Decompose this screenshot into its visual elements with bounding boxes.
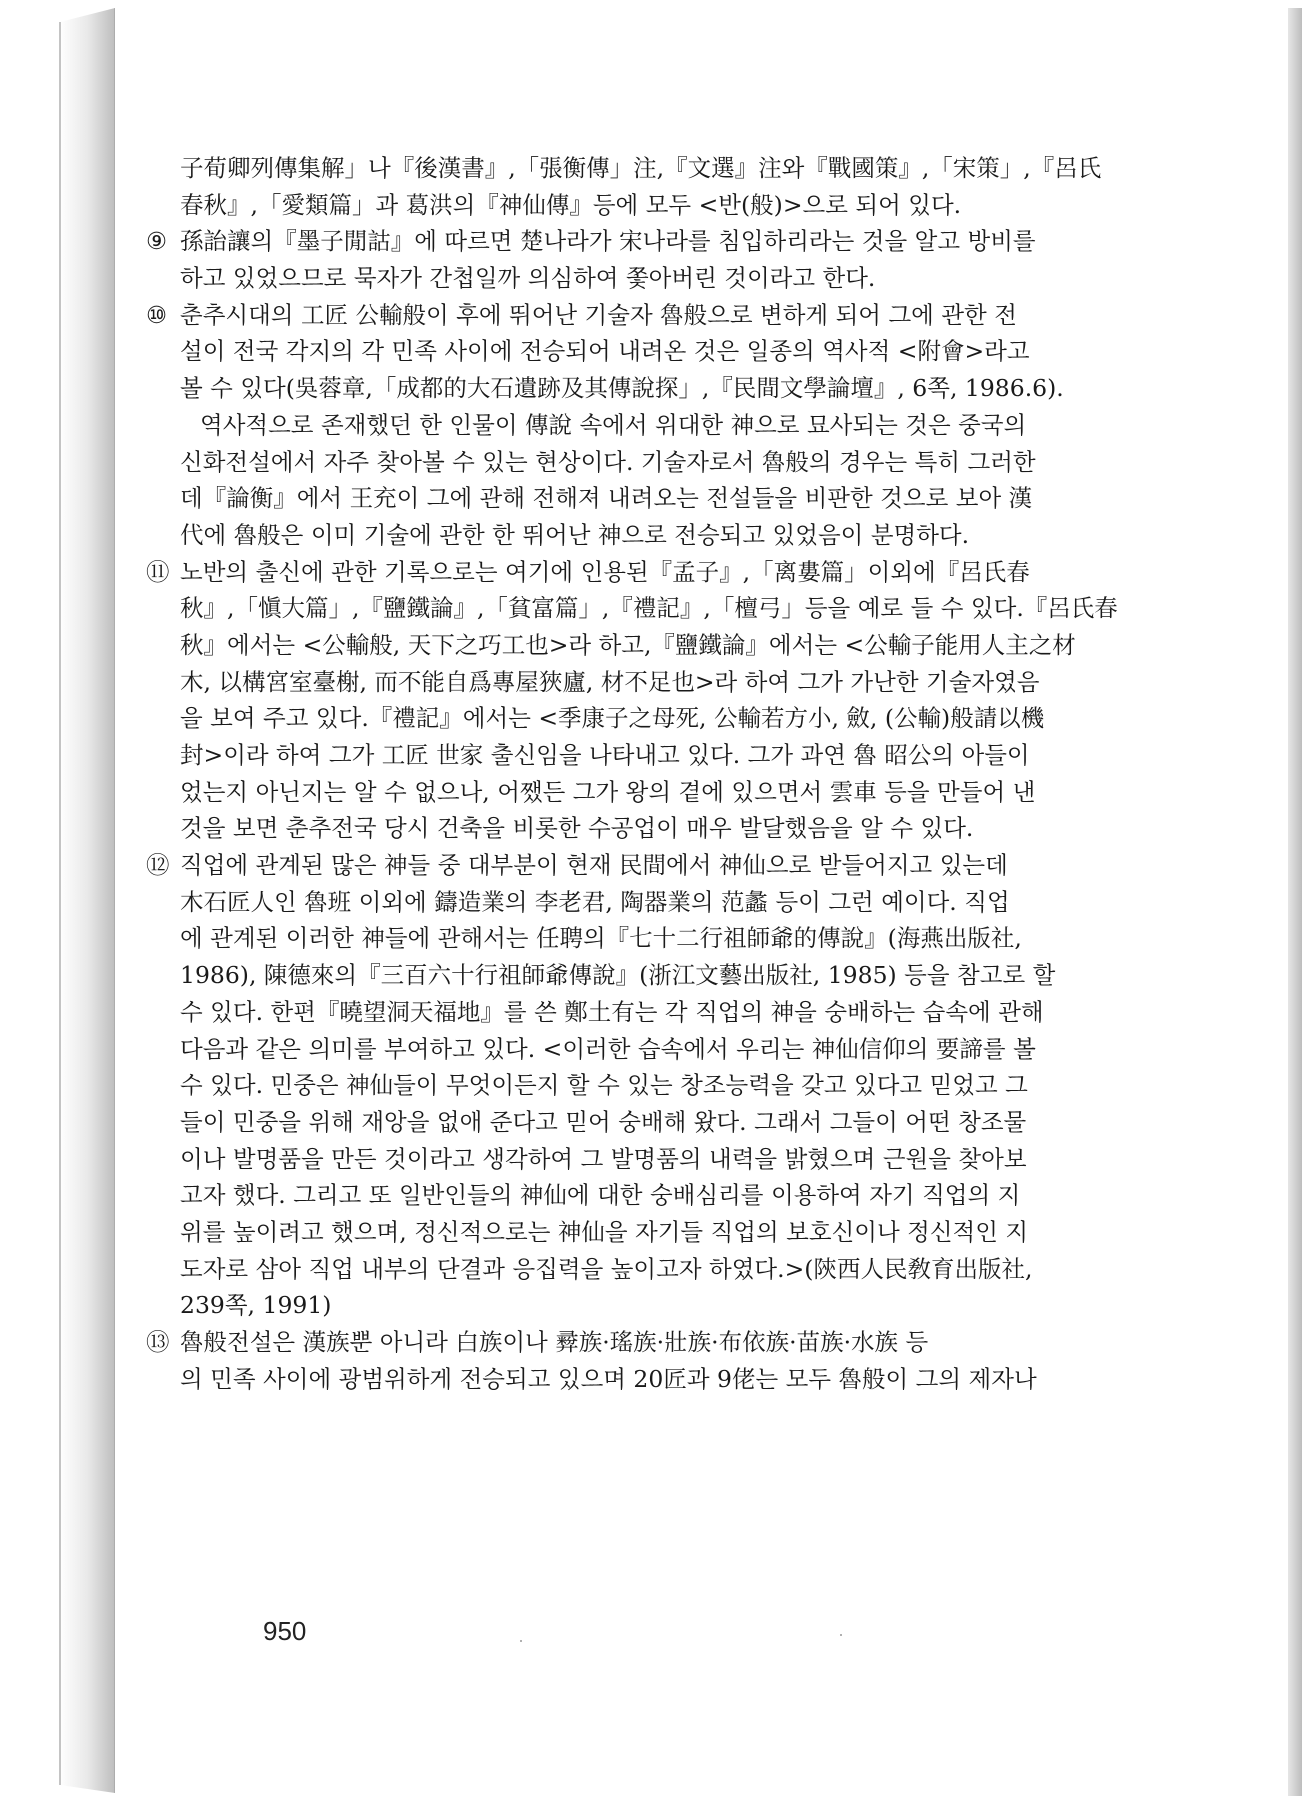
footnote-10 (146, 297, 1156, 554)
page-text (146, 150, 1156, 1397)
text-line: 秋』에서는 <公輸般, 天下之巧工也>라 하고,『鹽鐵論』에서는 <公輸子能用人主之材 (180, 630, 1076, 659)
text-line: 신화전설에서 자주 찾아볼 수 있는 현상이다. 기술자로서 魯般의 경우는 특히 그러한 (180, 447, 1036, 476)
text-line: 역사적으로 존재했던 한 인물이 傳說 속에서 위대한 神으로 묘사되는 것은 중국의 (200, 410, 1027, 439)
scan-speck (840, 1634, 842, 1636)
text-line: 것을 보면 춘추전국 당시 건축을 비롯한 수공업이 매우 발달했음을 알 수 있다. (180, 814, 974, 843)
text-line: 데『論衡』에서 王充이 그에 관해 전해져 내려오는 전설들을 비판한 것으로 보아 漢 (180, 484, 1033, 513)
text-line: 春秋』,「愛類篇」과 葛洪의『神仙傳』등에 모두 <반(般)>으로 되어 있다. (180, 190, 962, 219)
text-line: 魯般전설은 漢族뿐 아니라 白族이나 彛族·瑤族·壯族·布依族·苗族·水族 등 (180, 1328, 929, 1356)
text-line: 었는지 아닌지는 알 수 없으나, 어쨌든 그가 왕의 곁에 있으면서 雲車 등을 만들어 낸 (180, 777, 1036, 806)
text-line: 封>이라 하여 그가 工匠 世家 출신임을 나타내고 있다. 그가 과연 魯 昭公의 아들이 (180, 741, 1030, 769)
text-line: 239쪽, 1991) (180, 1291, 332, 1320)
footnote-marker: ⑫ (146, 851, 170, 880)
text-line: 들이 민중을 위해 재앙을 없애 준다고 믿어 숭배해 왔다. 그래서 그들이 어떤 창조물 (180, 1107, 1027, 1136)
text-line: 노반의 출신에 관한 기록으로는 여기에 인용된『孟子』,「离婁篇」이외에『呂氏春 (180, 557, 1030, 586)
text-line: 木, 以構宮室臺榭, 而不能自爲專屋狹廬, 材不足也>라 하여 그가 가난한 기술자였음 (180, 667, 1040, 696)
text-line: 하고 있었으므로 묵자가 간첩일까 의심하여 쫓아버린 것이라고 한다. (180, 264, 876, 293)
text-line: 代에 魯般은 이미 기술에 관한 한 뛰어난 神으로 전승되고 있었음이 분명하다. (180, 520, 970, 549)
footnote-11 (146, 554, 1156, 848)
text-line: 위를 높이려고 했으며, 정신적으로는 神仙을 자기들 직업의 보호신이나 정신적인 지 (180, 1217, 1029, 1246)
text-line: 수 있다. 민중은 神仙들이 무엇이든지 할 수 있는 창조능력을 갖고 있다고 믿었고 그 (180, 1071, 1028, 1100)
text-line: 다음과 같은 의미를 부여하고 있다. <이러한 습속에서 우리는 神仙信仰의 要諦를 볼 (180, 1034, 1036, 1063)
text-line: 설이 전국 각지의 각 민족 사이에 전승되어 내려온 것은 일종의 역사적 <附會>라고 (180, 337, 1030, 366)
text-line: 직업에 관계된 많은 神들 중 대부분이 현재 民間에서 神仙으로 받들어지고 있는데 (180, 851, 1008, 880)
text-line: 이나 발명품을 만든 것이라고 생각하여 그 발명품의 내력을 밝혔으며 근원을 찾아보 (180, 1144, 1027, 1173)
page-number: 950 (263, 1616, 307, 1646)
text-line: 고자 했다. 그리고 또 일반인들의 神仙에 대한 숭배심리를 이용하여 자기 직업의 지 (180, 1181, 1021, 1210)
footnote-13 (146, 1324, 1156, 1397)
footnote-12 (146, 847, 1156, 1324)
opening-paragraph (146, 150, 1156, 223)
scan-speck (520, 1640, 522, 1642)
footnote-marker: ⑨ (146, 227, 168, 256)
text-line: 秋』,「愼大篇」,『鹽鐵論』,「貧富篇」,『禮記』,「檀弓」등을 예로 들 수 있다.『呂氏春 (180, 594, 1118, 623)
text-line: 木石匠人인 魯班 이외에 鑄造業의 李老君, 陶器業의 范蠡 등이 그런 예이다. 직업 (180, 887, 1010, 916)
text-line: 수 있다. 한편『曉望洞天福地』를 쓴 鄭土有는 각 직업의 神을 숭배하는 습속에 관해 (180, 997, 1044, 1026)
text-line: 1986), 陳德來의『三百六十行祖師爺傳說』(浙江文藝出版社, 1985) 등을 참고로 할 (180, 961, 1056, 990)
footnote-marker: ⑪ (146, 557, 170, 586)
text-line: 子荀卿列傳集解」나『後漢書』,「張衡傳」注,『文選』注와『戰國策』,「宋策」,『呂氏 (180, 154, 1102, 182)
footnote-marker: ⑬ (146, 1328, 170, 1356)
text-line: 의 민족 사이에 광범위하게 전승되고 있으며 20匠과 9佬는 모두 魯般이 그의 제자나 (180, 1364, 1037, 1393)
text-line: 춘추시대의 工匠 公輸般이 후에 뛰어난 기술자 魯般으로 변하게 되어 그에 관한 전 (180, 300, 1017, 329)
footnote-marker: ⑩ (146, 300, 168, 329)
footnote-9 (146, 223, 1156, 296)
text-line: 도자로 삼아 직업 내부의 단결과 응집력을 높이고자 하였다.>(陝西人民敎育出版社, (180, 1254, 1033, 1283)
text-line: 에 관계된 이러한 神들에 관해서는 任聘의『七十二行祖師爺的傳說』(海燕出版社, (180, 924, 1022, 953)
text-line: 볼 수 있다(吳蓉章,「成都的大石遺跡及其傳說探」,『民間文學論壇』, 6쪽, 1986.6). (180, 374, 1064, 403)
page-edge-shadow (1288, 8, 1302, 1796)
text-line: 孫詒讓의『墨子閒詁』에 따르면 楚나라가 宋나라를 침입하리라는 것을 알고 방비를 (180, 227, 1036, 256)
text-line: 을 보여 주고 있다.『禮記』에서는 <季康子之母死, 公輸若方小, 斂, (公輸)般請以機 (180, 704, 1045, 733)
